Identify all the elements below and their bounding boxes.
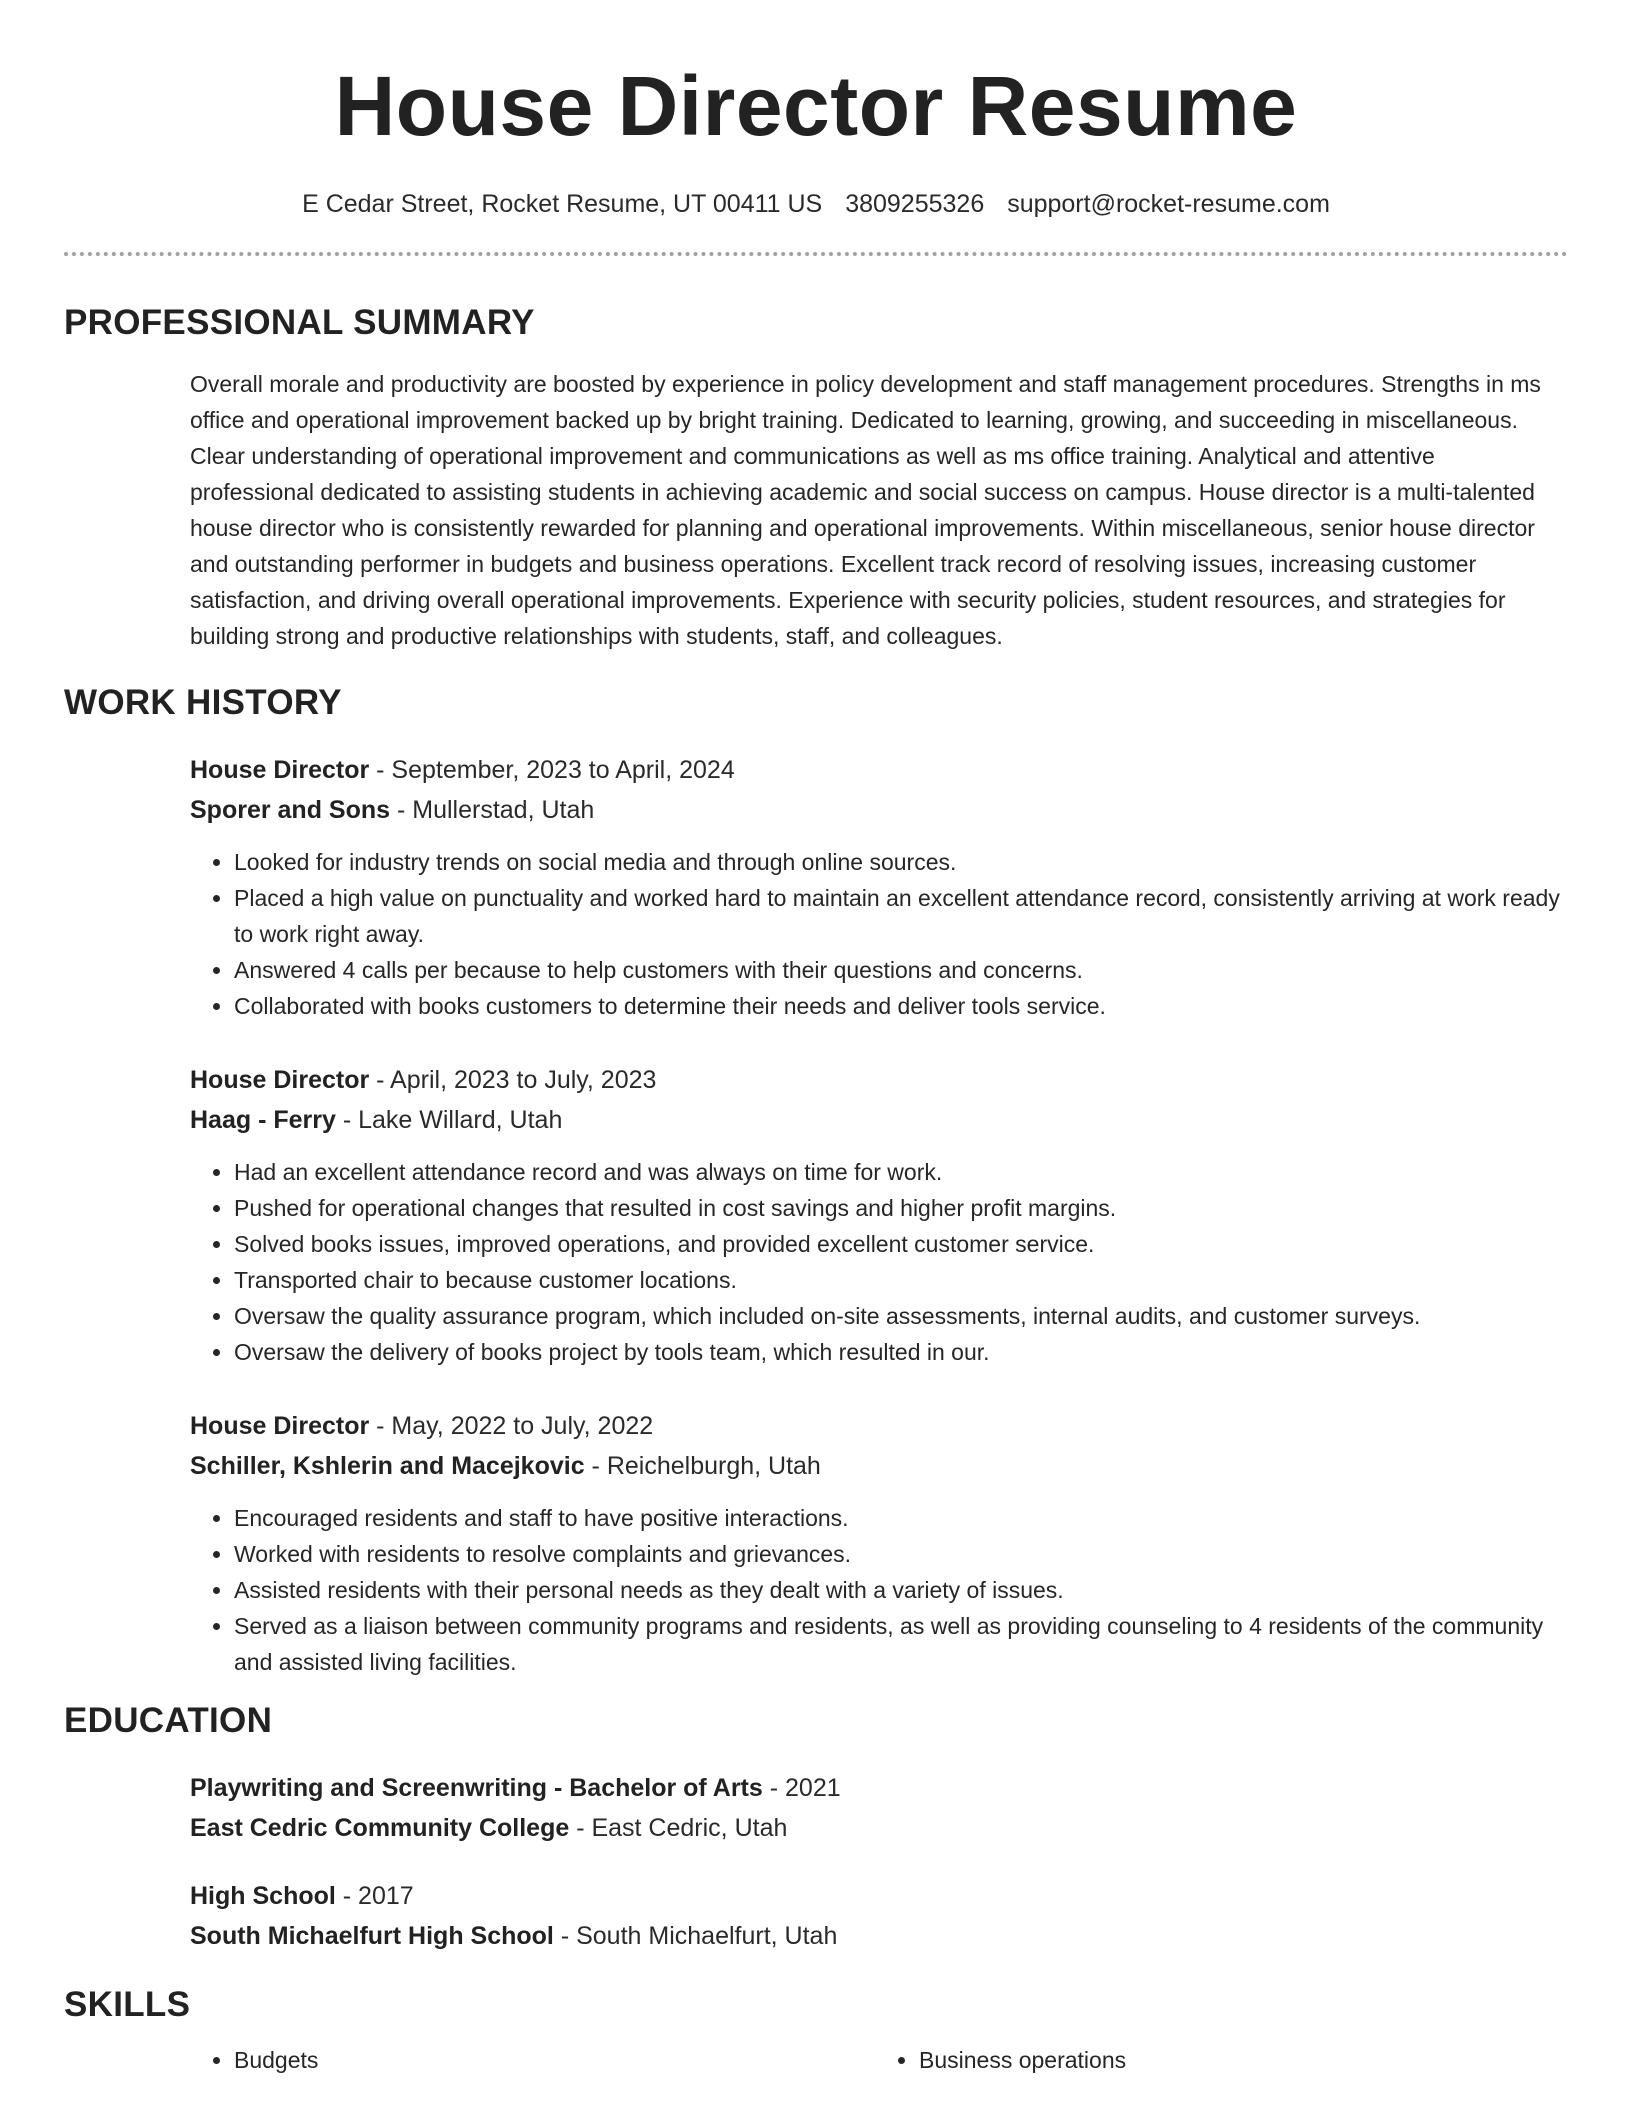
list-item: • Oversaw the delivery of books project by tools team, which resulted in our.: [234, 1334, 1560, 1370]
school-name: East Cedric Community College: [190, 1814, 570, 1842]
job-dates: - September, 2023 to April, 2024: [369, 756, 735, 784]
list-item: • Answered 4 calls per because to help customers with their questions and concerns.: [234, 952, 1560, 988]
list-item: • Encouraged residents and staff to have positive interactions.: [234, 1500, 1560, 1536]
list-item: • Pushed for operational changes that resulted in cost savings and higher profit margins.: [234, 1190, 1560, 1226]
list-item: • Budgets: [234, 2042, 875, 2078]
list-item: • Served as a liaison between community programs and residents, as well as providing counseling to 4 residents of the community and assisted living facilities.: [234, 1608, 1560, 1680]
degree-line: [190, 1876, 1560, 1916]
section-title-skills: SKILLS: [64, 1985, 191, 2024]
school-location: - South Michaelfurt, Utah: [553, 1922, 838, 1950]
job-company: Sporer and Sons: [190, 796, 391, 824]
school-name: South Michaelfurt High School: [190, 1922, 554, 1950]
list-item: • Business operations: [919, 2042, 1560, 2078]
list-item: • Collaborated with books customers to determine their needs and deliver tools service.: [234, 988, 1560, 1024]
job-bullets: [190, 844, 1560, 1024]
contact-line: [64, 186, 1568, 222]
degree-year: - 2017: [335, 1882, 414, 1910]
list-item: • Assisted residents with their personal needs as they dealt with a variety of issues.: [234, 1572, 1560, 1608]
skills-list-left: [190, 2042, 875, 2078]
job-title-line: [190, 1060, 1560, 1100]
job-company-line: [190, 790, 1560, 830]
skills-list-right: [875, 2042, 1560, 2078]
school-location: - East Cedric, Utah: [569, 1814, 788, 1842]
job-location: - Lake Willard, Utah: [335, 1106, 563, 1134]
job-company: Schiller, Kshlerin and Macejkovic: [190, 1452, 585, 1480]
list-item: • Oversaw the quality assurance program, which included on-site assessments, internal audits, and customer surveys.: [234, 1298, 1560, 1334]
job-company-line: [190, 1446, 1560, 1486]
job-entry: [190, 1060, 1560, 1370]
job-location: - Mullerstad, Utah: [390, 796, 595, 824]
resume-header: [64, 0, 1568, 256]
job-role: House Director: [190, 1412, 370, 1440]
skills-grid: [190, 2042, 1560, 2078]
section-title-work: WORK HISTORY: [64, 683, 342, 722]
education-entry: [190, 1876, 1560, 1956]
summary-section: [64, 300, 1568, 654]
job-title-line: [190, 1406, 1560, 1446]
job-company: Haag - Ferry: [190, 1106, 336, 1134]
job-entry: [190, 1406, 1560, 1680]
job-role: House Director: [190, 756, 370, 784]
contact-email: support@rocket-resume.com: [1007, 190, 1330, 218]
job-company-line: [190, 1100, 1560, 1140]
job-title-line: [190, 750, 1560, 790]
degree-name: Playwriting and Screenwriting - Bachelor of Arts: [190, 1774, 763, 1802]
education-entry: [190, 1768, 1560, 1848]
list-item: • Placed a high value on punctuality and worked hard to maintain an excellent attendance record, consistently arriving at work ready to work right away.: [234, 880, 1560, 952]
section-title-education: EDUCATION: [64, 1701, 273, 1740]
school-line: [190, 1916, 1560, 1956]
header-divider: [64, 252, 1568, 256]
degree-line: [190, 1768, 1560, 1808]
work-history-section: [64, 680, 1568, 1680]
school-line: [190, 1808, 1560, 1848]
job-role: House Director: [190, 1066, 370, 1094]
page-title: House Director Resume: [334, 59, 1298, 153]
list-item: • Solved books issues, improved operations, and provided excellent customer service.: [234, 1226, 1560, 1262]
summary-text: Overall morale and productivity are boosted by experience in policy development and staff management procedures. Strengths in ms office and operational improvement backed up by bright training. Dedicated to learning, growing, and succeeding in miscellaneous. Clear understanding of operational improvement and communications as well as ms office training. Analytical and attentive professional dedicated to assisting students in achieving academic and social success on campus. House director is a multi-talented house director who is consistently rewarded for planning and operational improvements. Within miscellaneous, senior house director and outstanding performer in budgets and business operations. Excellent track record of resolving issues, increasing customer satisfaction, and driving overall operational improvements. Experience with security policies, student resources, and strategies for building strong and productive relationships with students, staff, and colleagues.: [190, 371, 1541, 649]
list-item: • Worked with residents to resolve complaints and grievances.: [234, 1536, 1560, 1572]
contact-phone: 3809255326: [845, 190, 985, 218]
list-item: • Looked for industry trends on social media and through online sources.: [234, 844, 1560, 880]
job-bullets: [190, 1500, 1560, 1680]
job-bullets: [190, 1154, 1560, 1370]
skills-section: [64, 1982, 1568, 2078]
degree-name: High School: [190, 1882, 336, 1910]
section-title-summary: PROFESSIONAL SUMMARY: [64, 303, 535, 342]
contact-address: E Cedar Street, Rocket Resume, UT 00411 US: [302, 190, 823, 218]
job-entry: [190, 750, 1560, 1024]
education-section: [64, 1698, 1568, 1956]
list-item: • Had an excellent attendance record and was always on time for work.: [234, 1154, 1560, 1190]
degree-year: - 2021: [762, 1774, 841, 1802]
job-dates: - April, 2023 to July, 2023: [369, 1066, 657, 1094]
list-item: • Transported chair to because customer locations.: [234, 1262, 1560, 1298]
job-location: - Reichelburgh, Utah: [584, 1452, 821, 1480]
job-dates: - May, 2022 to July, 2022: [369, 1412, 654, 1440]
